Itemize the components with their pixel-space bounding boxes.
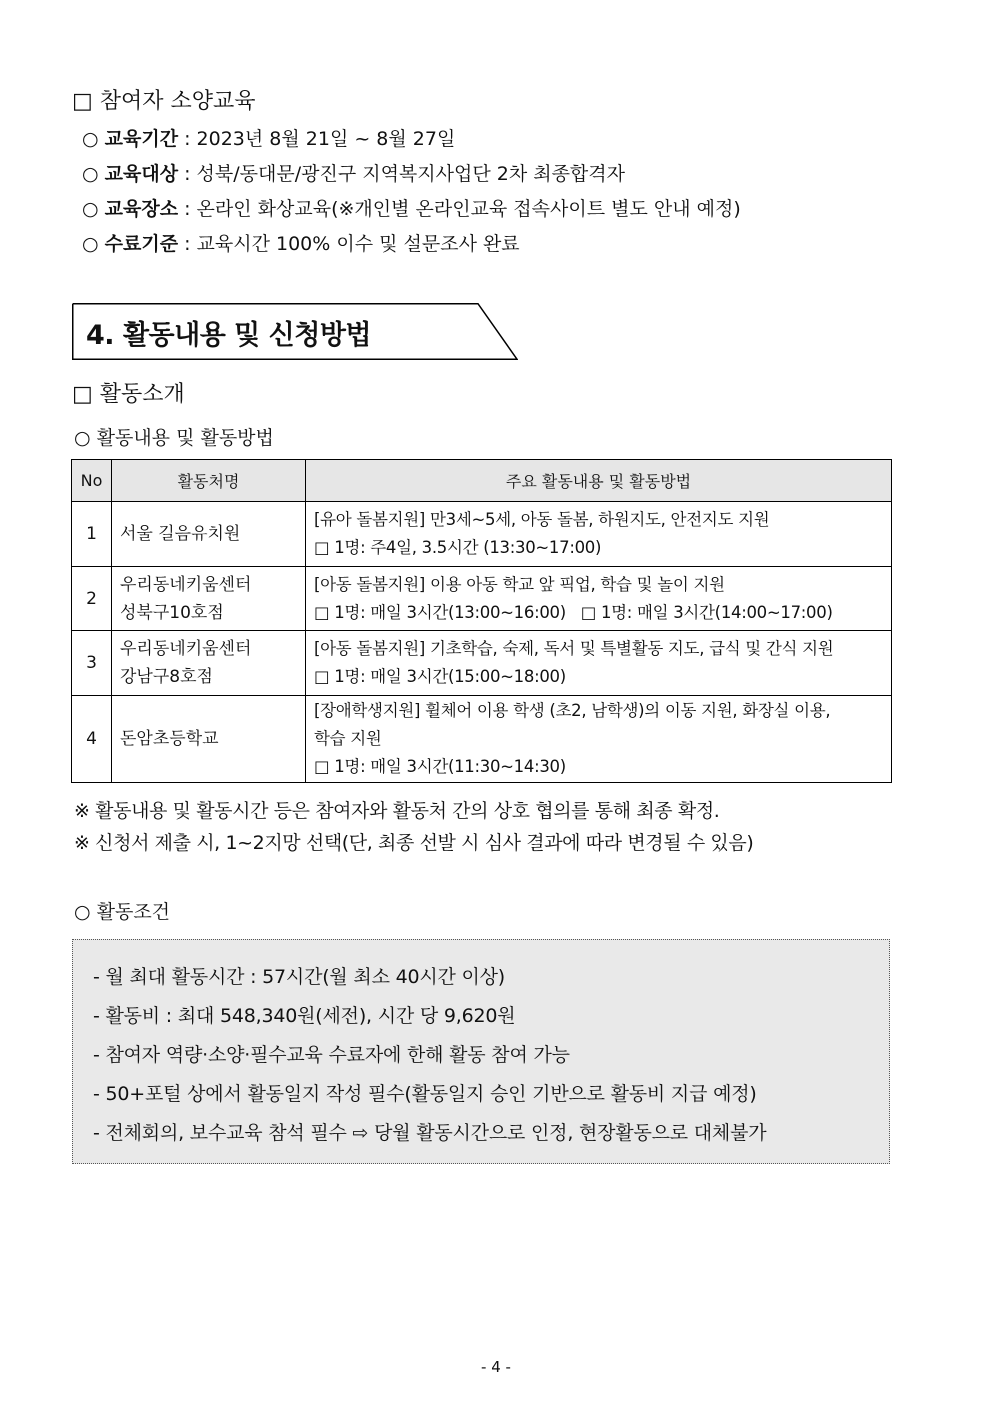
- row-no: 1: [72, 502, 112, 567]
- table-row: [72, 631, 892, 696]
- row-detail: [아동 돌봄지원] 기초학습, 숙제, 독서 및 특별활동 지도, 급식 및 간식 지원 □ 1명: 매일 3시간(15:00~18:00): [306, 631, 892, 696]
- circle-bullet-icon: ○: [82, 128, 99, 150]
- condition-item: - 월 최대 활동시간 : 57시간(월 최소 40시간 이상): [93, 966, 506, 988]
- circle-bullet-icon: ○: [82, 163, 99, 185]
- item-value: 성북/동대문/광진구 지역복지사업단 2차 최종합격자: [196, 163, 625, 185]
- header-place: 활동처명: [112, 460, 306, 502]
- item-label: 교육기간: [104, 128, 179, 150]
- note-1: ※ 활동내용 및 활동시간 등은 참여자와 활동처 간의 상호 협의를 통해 최종 확정.: [74, 800, 720, 822]
- section-title-box: [72, 303, 518, 360]
- row-detail: [유아 돌봄지원] 만3세~5세, 아동 돌봄, 하원지도, 안전지도 지원 □ 1명: 주4일, 3.5시간 (13:30~17:00): [306, 502, 892, 567]
- education-item-target: ○ 교육대상 : 성북/동대문/광진구 지역복지사업단 2차 최종합격자: [82, 163, 625, 185]
- table-row: [72, 696, 892, 783]
- row-place: 우리동네키움센터 성북구10호점: [112, 567, 306, 631]
- education-item-period: ○ 교육기간 : 2023년 8월 21일 ~ 8월 27일: [82, 128, 456, 150]
- education-heading: □ 참여자 소양교육: [72, 89, 256, 114]
- circle-bullet-icon: ○: [82, 233, 99, 255]
- row-place: 우리동네키움센터 강남구8호점: [112, 631, 306, 696]
- row-detail: [장애학생지원] 휠체어 이용 학생 (초2, 남학생)의 이동 지원, 화장실 이용, 학습 지원 □ 1명: 매일 3시간(11:30~14:30): [306, 696, 892, 783]
- row-place: 돈암초등학교: [112, 696, 306, 783]
- condition-item: - 활동비 : 최대 548,340원(세전), 시간 당 9,620원: [93, 1005, 516, 1027]
- activity-table: [71, 459, 892, 783]
- circle-bullet-icon: ○: [82, 198, 99, 220]
- note-2: ※ 신청서 제출 시, 1~2지망 선택(단, 최종 선발 시 심사 결과에 따라 변경될 수 있음): [74, 832, 754, 854]
- conditions-box: [72, 939, 890, 1164]
- row-no: 4: [72, 696, 112, 783]
- condition-item: - 50+포털 상에서 활동일지 작성 필수(활동일지 승인 기반으로 활동비 지급 예정): [93, 1083, 757, 1105]
- item-label: 교육장소: [104, 198, 179, 220]
- row-no: 2: [72, 567, 112, 631]
- row-place: 서울 길음유치원: [112, 502, 306, 567]
- page-number: - 4 -: [481, 1358, 511, 1376]
- header-detail: 주요 활동내용 및 활동방법: [306, 460, 892, 502]
- item-value: 2023년 8월 21일 ~ 8월 27일: [196, 128, 456, 150]
- header-no: No: [72, 460, 112, 502]
- item-label: 교육대상: [104, 163, 179, 185]
- row-no: 3: [72, 631, 112, 696]
- item-value: 교육시간 100% 이수 및 설문조사 완료: [196, 233, 520, 255]
- activity-heading: □ 활동소개: [72, 382, 185, 407]
- conditions-heading: ○ 활동조건: [74, 901, 171, 923]
- education-item-criteria: ○ 수료기준 : 교육시간 100% 이수 및 설문조사 완료: [82, 233, 520, 255]
- row-detail: [아동 돌봄지원] 이용 아동 학교 앞 픽업, 학습 및 놀이 지원 □ 1명: 매일 3시간(13:00~16:00) □ 1명: 매일 3시간(14:00~17:00): [306, 567, 892, 631]
- item-label: 수료기준: [104, 233, 179, 255]
- section-title: 4. 활동내용 및 신청방법: [86, 320, 371, 351]
- item-value: 온라인 화상교육(※개인별 온라인교육 접속사이트 별도 안내 예정): [196, 198, 741, 220]
- activity-subheading: ○ 활동내용 및 활동방법: [74, 427, 274, 449]
- table-header-row: [72, 460, 892, 502]
- condition-item: - 전체회의, 보수교육 참석 필수 ⇨ 당월 활동시간으로 인정, 현장활동으로 대체불가: [93, 1122, 767, 1144]
- table-row: [72, 502, 892, 567]
- education-item-place: ○ 교육장소 : 온라인 화상교육(※개인별 온라인교육 접속사이트 별도 안내 예정): [82, 198, 741, 220]
- table-row: [72, 567, 892, 631]
- condition-item: - 참여자 역량·소양·필수교육 수료자에 한해 활동 참여 가능: [93, 1044, 570, 1066]
